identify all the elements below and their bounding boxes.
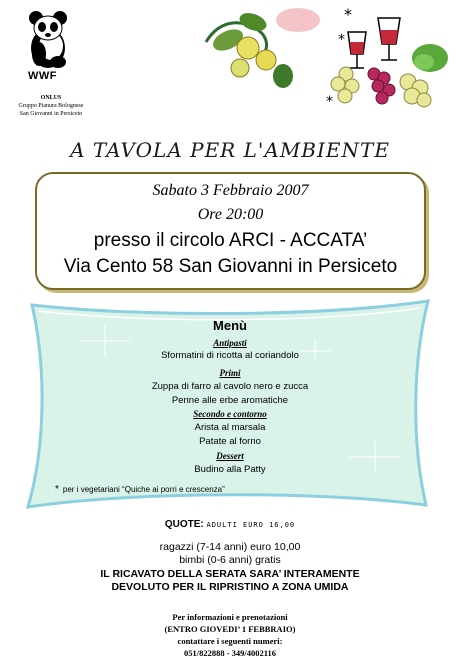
menu-item: Budino alla Patty <box>194 464 266 475</box>
menu-heading-antipasti: Antipasti <box>213 338 247 348</box>
wwf-logo-text: WWF <box>28 70 57 82</box>
quote-bimbi: bimbi (0-6 anni) gratis <box>179 554 281 566</box>
asterisk-icon: * <box>55 484 59 495</box>
vegetarian-note <box>55 484 225 495</box>
svg-text:*: * <box>326 94 333 110</box>
event-address: Via Cento 58 San Giovanni in Persiceto <box>63 256 398 277</box>
menu-item: Sformatini di ricotta al coriandolo <box>161 350 299 361</box>
menu-item: Zuppa di farro al cavolo nero e zucca <box>151 381 309 392</box>
info-line1: Per informazioni e prenotazioni <box>172 612 288 622</box>
org-line1: Gruppo Pianura Bolognese <box>18 103 84 109</box>
wwf-panda-logo <box>22 10 74 72</box>
event-details-box <box>35 172 426 290</box>
quote-line <box>0 519 460 530</box>
menu-heading-dessert: Dessert <box>216 451 244 461</box>
quote-adult: ADULTI EURO 16,00 <box>206 521 296 529</box>
quote-ragazzi: ragazzi (7-14 anni) euro 10,00 <box>159 541 301 553</box>
event-place: presso il circolo ARCI - ACCATA’ <box>93 230 368 251</box>
menu-item: Penne alle erbe aromatiche <box>171 395 289 406</box>
info-phone-numbers: 051/822888 - 349/4002116 <box>183 648 277 658</box>
proceeds-note-line1: IL RICAVATO DELLA SERATA SARA’ INTERAMENTE <box>100 568 360 580</box>
event-time: Ore 20:00 <box>197 206 264 223</box>
menu-heading-primi: Primi <box>219 368 241 378</box>
svg-text:*: * <box>338 32 345 48</box>
quote-label: QUOTE: <box>164 519 204 530</box>
org-line2: San Giovanni in Persiceto <box>19 111 83 117</box>
fruit-wine-clipart <box>198 2 448 110</box>
event-date: Sabato 3 Febbraio 2007 <box>152 182 309 199</box>
org-block <box>0 94 102 118</box>
menu-title: Menù <box>213 318 247 333</box>
page-title: A TAVOLA PER L'AMBIENTE <box>70 138 390 162</box>
proceeds-note-line2: DEVOLUTO PER IL RIPRISTINO A ZONA UMIDA <box>111 581 349 593</box>
svg-text:*: * <box>344 5 352 24</box>
info-line2: (ENTRO GIOVEDI’ 1 FEBBRAIO) <box>164 624 296 634</box>
menu-item: Patate al forno <box>199 436 261 447</box>
vegetarian-note-text: per i vegetariani “Quiche ai porri e crescenza” <box>62 485 225 494</box>
menu-item: Arista al marsala <box>194 422 266 433</box>
org-label: ONLUS <box>40 95 62 101</box>
info-line3: contattare i seguenti numeri: <box>177 636 283 646</box>
menu-heading-secondo: Secondo e contorno <box>193 409 267 419</box>
